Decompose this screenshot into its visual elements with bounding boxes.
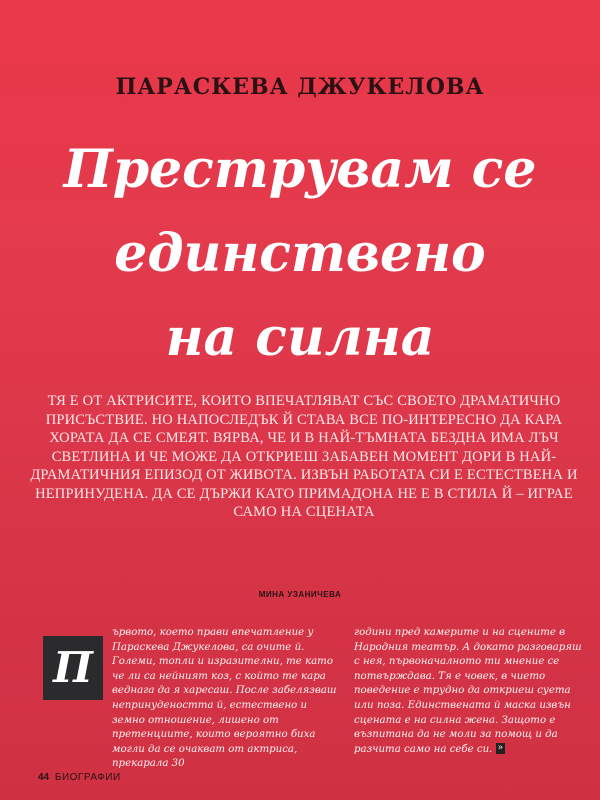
body-text-2: години пред камерите и на сцените в Народния театър. А докато разговаряш с нея, първоначалното ти мнение се потвърждава. Тя е човек, в чието поведение е трудно да откриеш суета или поза. Единствената й маска извън сцената е на силна жена. Защото е възпитана да не моли за помощ и да разчита само на себе си. bbox=[354, 627, 582, 755]
page-number: 44 bbox=[38, 772, 50, 783]
headline-line-2: единствено bbox=[114, 223, 486, 284]
article-kicker-name: ПАРАСКЕВА ДЖУКЕЛОВА bbox=[115, 74, 485, 100]
article-headline bbox=[40, 128, 560, 380]
body-column-2 bbox=[354, 626, 584, 757]
magazine-name: БИОГРАФИИ bbox=[54, 772, 121, 783]
author-byline: МИНА УЗАНИЧЕВА bbox=[258, 590, 342, 599]
drop-cap: П bbox=[43, 636, 103, 700]
body-column-1 bbox=[112, 626, 340, 772]
headline-line-3: на силна bbox=[165, 307, 435, 368]
headline-line-1: Преструвам се bbox=[63, 139, 537, 200]
body-text-1: ървото, което прави впечатление у Параскева Джукелова, са очите й. Големи, топли и изразителни, те като че ли са нейният коз, с който те кара веднага да я харесаш. После забелязваш непринудеността й, естествено и земно отношение, лишено от претенциите, които вероятно биха могли да се очакват от актриса, прекарала 30 bbox=[112, 627, 337, 770]
article-lead: ТЯ Е ОТ АКТРИСИТЕ, КОИТО ВПЕЧАТЛЯВАТ СЪС СВОЕТО ДРАМАТИЧНО ПРИСЪСТВИЕ. НО НАПОСЛЕДЪК Й СТАВА ВСЕ ПО-ИНТЕРЕСНО ДА КАРА ХОРАТА ДА СЕ СМЕЯТ. ВЯРВА, ЧЕ И В НАЙ-ТЪМНАТА БЕЗДНА ИМА ЛЪЧ СВЕТЛИНА И ЧЕ МОЖЕ ДА ОТКРИЕШ ЗАБАВЕН МОМЕНТ ДОРИ В НАЙ-ДРАМАТИЧНИЯ ЕПИЗОД ОТ ЖИВОТА. ИЗВЪН РАБОТАТА СИ Е ЕСТЕСТВЕНА И НЕПРИНУДЕНА. ДА СЕ ДЪРЖИ КАТО ПРИМАДОНА НЕ Е В СТИЛА Й – ИГРАЕ САМО НА СЦЕНАТА bbox=[30, 393, 578, 520]
continue-arrow-icon: » bbox=[497, 743, 504, 754]
page-footer bbox=[38, 772, 121, 783]
